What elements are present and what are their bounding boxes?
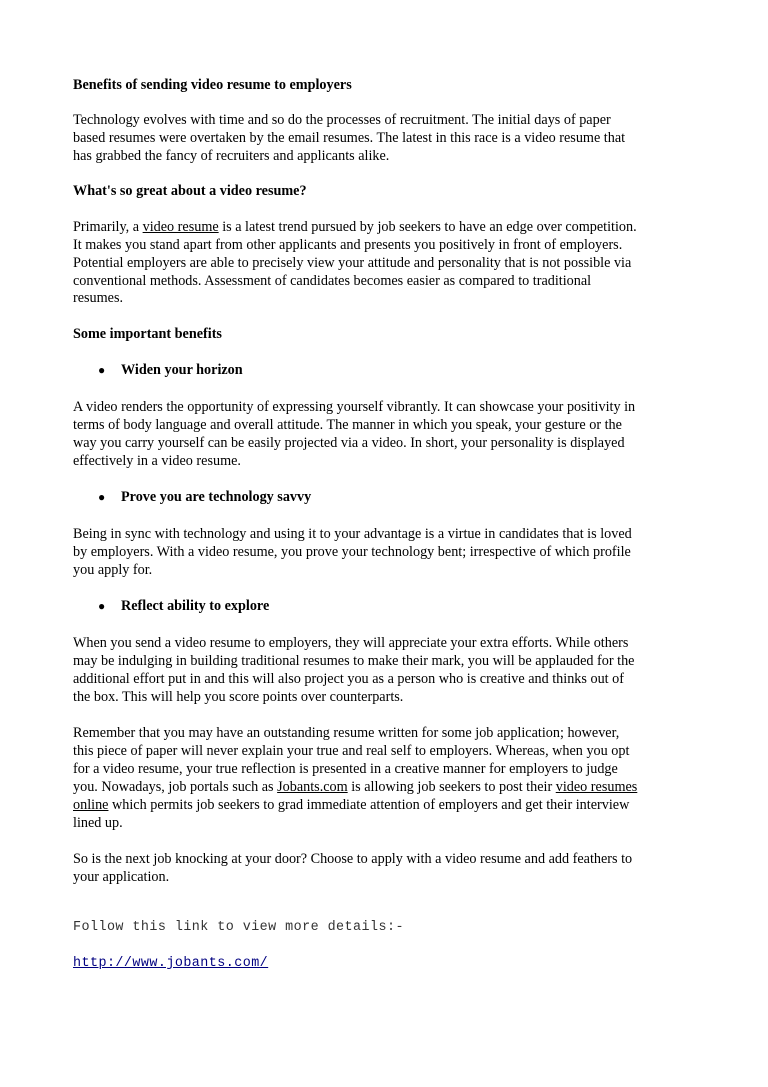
text-span: is allowing job seekers to post their (347, 779, 556, 795)
great-paragraph-line: Potential employers are able to precisely view your attitude and personality that is not possible via (73, 255, 632, 271)
benefit1-line: A video renders the opportunity of expressing yourself vibrantly. It can showcase your positivity in (73, 399, 636, 415)
url-line (73, 955, 268, 973)
text-span: you. Nowadays, job portals such as (73, 779, 278, 795)
great-paragraph-line: conventional methods. Assessment of candidates becomes easier as compared to traditional (73, 273, 592, 289)
benefit-heading-tech: Prove you are technology savvy (121, 489, 312, 505)
benefit-heading-widen: Widen your horizon (121, 362, 243, 378)
intro-line: has grabbed the fancy of recruiters and applicants alike. (73, 148, 390, 164)
heading-whats-great: What's so great about a video resume? (73, 183, 307, 199)
video-resume-link[interactable]: video resume (142, 219, 219, 235)
intro-line: Technology evolves with time and so do the processes of recruitment. The initial days of paper (73, 112, 611, 128)
jobants-link[interactable]: Jobants.com (277, 779, 348, 795)
video-resumes-online-link[interactable]: online (73, 797, 109, 813)
closing-line: your application. (73, 869, 170, 885)
intro-line: based resumes were overtaken by the email resumes. The latest in this race is a video resume that (73, 130, 626, 146)
benefit3-line: may be indulging in building traditional resumes to make their mark, you will be applauded for the (73, 653, 635, 669)
text-span: which permits job seekers to grad immediate attention of employers and get their interview (108, 797, 630, 813)
benefit3-line: When you send a video resume to employers, they will appreciate your extra efforts. While others (73, 635, 629, 651)
heading-benefits: Some important benefits (73, 326, 222, 342)
text-span: Primarily, a (73, 219, 143, 235)
closing-line: So is the next job knocking at your door? Choose to apply with a video resume and add feathers to (73, 851, 633, 867)
video-resumes-online-link[interactable]: video resumes (555, 779, 638, 795)
remember-line: for a video resume, your true reflection is presented in a creative manner for employers to judge (73, 761, 618, 777)
remember-line: Remember that you may have an outstanding resume written for some job application; however, (73, 725, 620, 741)
great-paragraph-line: resumes. (73, 290, 124, 306)
jobants-url-link[interactable]: http://www.jobants.com/ (73, 956, 269, 971)
benefit2-line: by employers. With a video resume, you prove your technology bent; irrespective of which profile (73, 544, 631, 560)
page-title: Benefits of sending video resume to employers (73, 77, 352, 93)
great-paragraph-line (73, 218, 637, 236)
remember-line: lined up. (73, 815, 123, 831)
remember-line (73, 778, 637, 796)
bullet-icon: ● (98, 599, 106, 613)
bullet-icon: ● (98, 363, 106, 377)
benefit3-line: additional effort put in and this will also project you as a person who is creative and thinks out of (73, 671, 624, 687)
benefit-heading-explore: Reflect ability to explore (121, 598, 270, 614)
remember-line (73, 796, 629, 814)
text-span: is a latest trend pursued by job seekers to have an edge over competition. (218, 219, 637, 235)
benefit1-line: way you carry yourself can be easily projected via a video. In short, your personality is displayed (73, 435, 625, 451)
great-paragraph-line: It makes you stand apart from other applicants and presents you positively in front of employers. (73, 237, 623, 253)
bullet-icon: ● (98, 490, 106, 504)
follow-link-text: Follow this link to view more details:- (73, 920, 404, 935)
remember-line: this piece of paper will never explain your true and real self to employers. Whereas, when you opt (73, 743, 630, 759)
benefit2-line: you apply for. (73, 562, 153, 578)
benefit1-line: terms of body language and overall attitude. The manner in which you speak, your gesture or the (73, 417, 622, 433)
benefit3-line: the box. This will help you score points over counterparts. (73, 689, 404, 705)
benefit1-line: effectively in a video resume. (73, 453, 241, 469)
benefit2-line: Being in sync with technology and using it to your advantage is a virtue in candidates that is loved (73, 526, 632, 542)
